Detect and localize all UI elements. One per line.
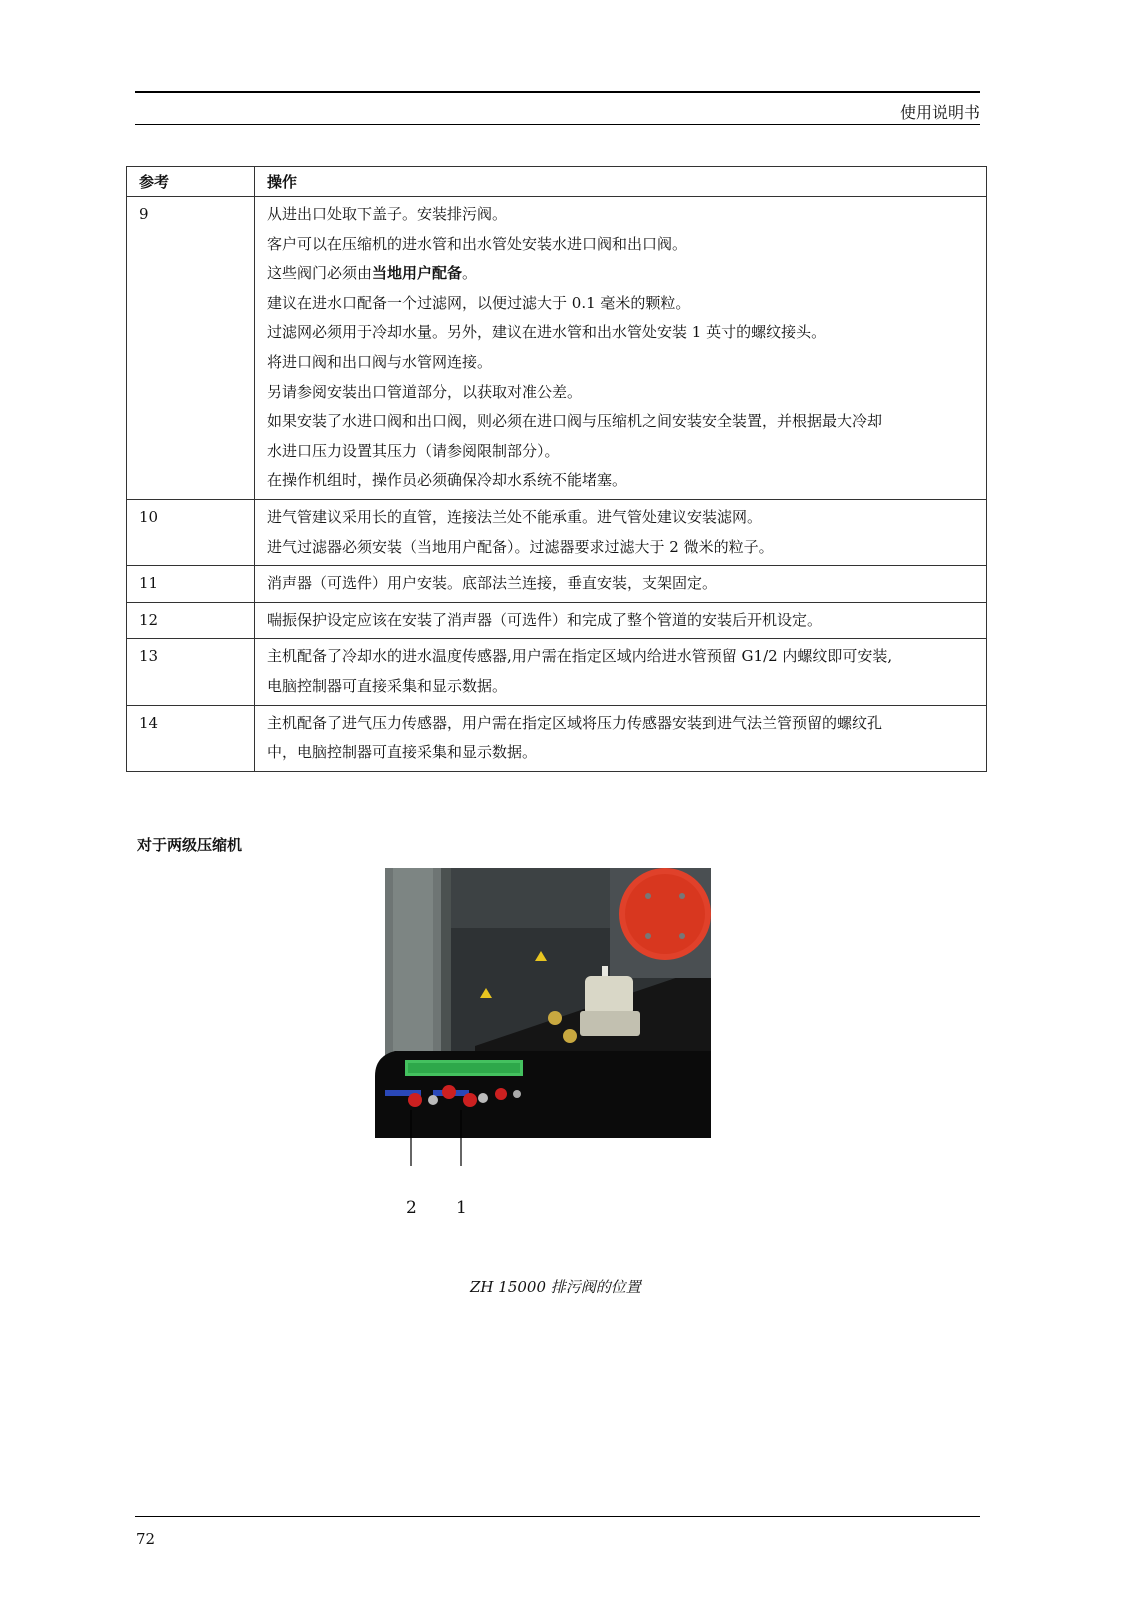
table-row — [127, 705, 987, 771]
operation-line — [267, 378, 976, 408]
operation-text: 电脑控制器可直接采集和显示数据。 — [267, 676, 508, 695]
operation-line — [267, 318, 976, 348]
operation-text: 这些阀门必须由 — [267, 264, 373, 283]
ref-cell: 13 — [127, 639, 255, 705]
header-title: 使用说明书 — [899, 103, 980, 122]
operation-line — [267, 437, 976, 467]
operation-line — [267, 230, 976, 260]
operation-line — [267, 606, 976, 636]
operation-cell — [255, 705, 987, 771]
operation-line — [267, 738, 976, 768]
table-row — [127, 197, 987, 500]
operation-line — [267, 348, 976, 378]
table-body — [127, 197, 987, 772]
operation-text: 进气过滤器必须安装（当地用户配备）。过滤器要求过滤大于 2 微米的粒子。 — [267, 537, 774, 556]
operation-cell — [255, 499, 987, 565]
operation-line — [267, 533, 976, 563]
column-header-ref: 参考 — [127, 167, 255, 197]
ref-cell: 9 — [127, 197, 255, 500]
operation-text: 如果安装了水进口阀和出口阀，则必须在进口阀与压缩机之间安装安全装置，并根据最大冷却 — [267, 412, 883, 431]
header-rule-bottom — [135, 124, 980, 125]
operation-cell — [255, 602, 987, 639]
table-row — [127, 566, 987, 603]
operation-text: 从进出口处取下盖子。安装排污阀。 — [267, 205, 508, 223]
operation-cell — [255, 197, 987, 500]
operation-text: 主机配备了冷却水的进水温度传感器,用户需在指定区域内给进水管预留 G1/2 内螺纹即可安装, — [267, 647, 893, 666]
operation-line — [267, 503, 976, 533]
column-header-operation: 操作 — [255, 167, 987, 197]
operation-line — [267, 709, 976, 739]
footer-rule — [135, 1516, 980, 1517]
operation-cell — [255, 639, 987, 705]
operation-line — [267, 672, 976, 702]
operation-text: 主机配备了进气压力传感器，用户需在指定区域将压力传感器安装到进气法兰管预留的螺纹孔 — [267, 713, 883, 732]
operation-line — [267, 289, 976, 319]
ref-cell: 10 — [127, 499, 255, 565]
page-number: 72 — [136, 1530, 156, 1548]
operation-text: 将进口阀和出口阀与水管网连接。 — [267, 352, 493, 371]
table-row — [127, 499, 987, 565]
ref-cell: 14 — [127, 705, 255, 771]
operation-text: 水进口压力设置其压力（请参阅限制部分）。 — [267, 441, 560, 460]
operation-text: 过滤网必须用于冷却水量。另外，建议在进水管和出水管处安装 1 英寸的螺纹接头。 — [267, 323, 827, 342]
operation-text: 喘振保护设定应该在安装了消声器（可选件）和完成了整个管道的安装后开机设定。 — [267, 610, 823, 629]
operation-cell — [255, 566, 987, 603]
header-rule-top — [135, 91, 980, 93]
table-row — [127, 639, 987, 705]
operation-line — [267, 466, 976, 496]
operation-text: 中，电脑控制器可直接采集和显示数据。 — [267, 743, 538, 762]
operation-text: 建议在进水口配备一个过滤网，以便过滤大于 0.1 毫米的颗粒。 — [267, 293, 691, 312]
operation-line — [267, 259, 976, 289]
callout-2: 2 — [406, 1198, 417, 1218]
callout-1: 1 — [456, 1198, 467, 1218]
compressor-photo — [375, 866, 715, 1166]
operation-text: 客户可以在压缩机的进水管和出水管处安装水进口阀和出口阀。 — [267, 234, 688, 253]
operation-text: 。 — [462, 264, 478, 283]
table-row — [127, 602, 987, 639]
ref-cell: 12 — [127, 602, 255, 639]
operation-line — [267, 200, 976, 230]
operation-text: 在操作机组时，操作员必须确保冷却水系统不能堵塞。 — [267, 471, 628, 490]
operation-text: 另请参阅安装出口管道部分，以获取对准公差。 — [267, 382, 583, 401]
table-header-row — [127, 167, 987, 197]
operations-table — [126, 166, 987, 772]
operation-line — [267, 642, 976, 672]
emphasis-text: 当地用户配备 — [372, 264, 463, 283]
operation-line — [267, 569, 976, 599]
section-heading: 对于两级压缩机 — [137, 836, 243, 854]
figure-caption: ZH 15000 排污阀的位置 — [470, 1278, 641, 1296]
ref-cell: 11 — [127, 566, 255, 603]
operation-text: 进气管建议采用长的直管，连接法兰处不能承重。进气管处建议安装滤网。 — [267, 507, 763, 526]
operation-text: 消声器（可选件）用户安装。底部法兰连接，垂直安装，支架固定。 — [267, 574, 718, 593]
operation-line — [267, 407, 976, 437]
